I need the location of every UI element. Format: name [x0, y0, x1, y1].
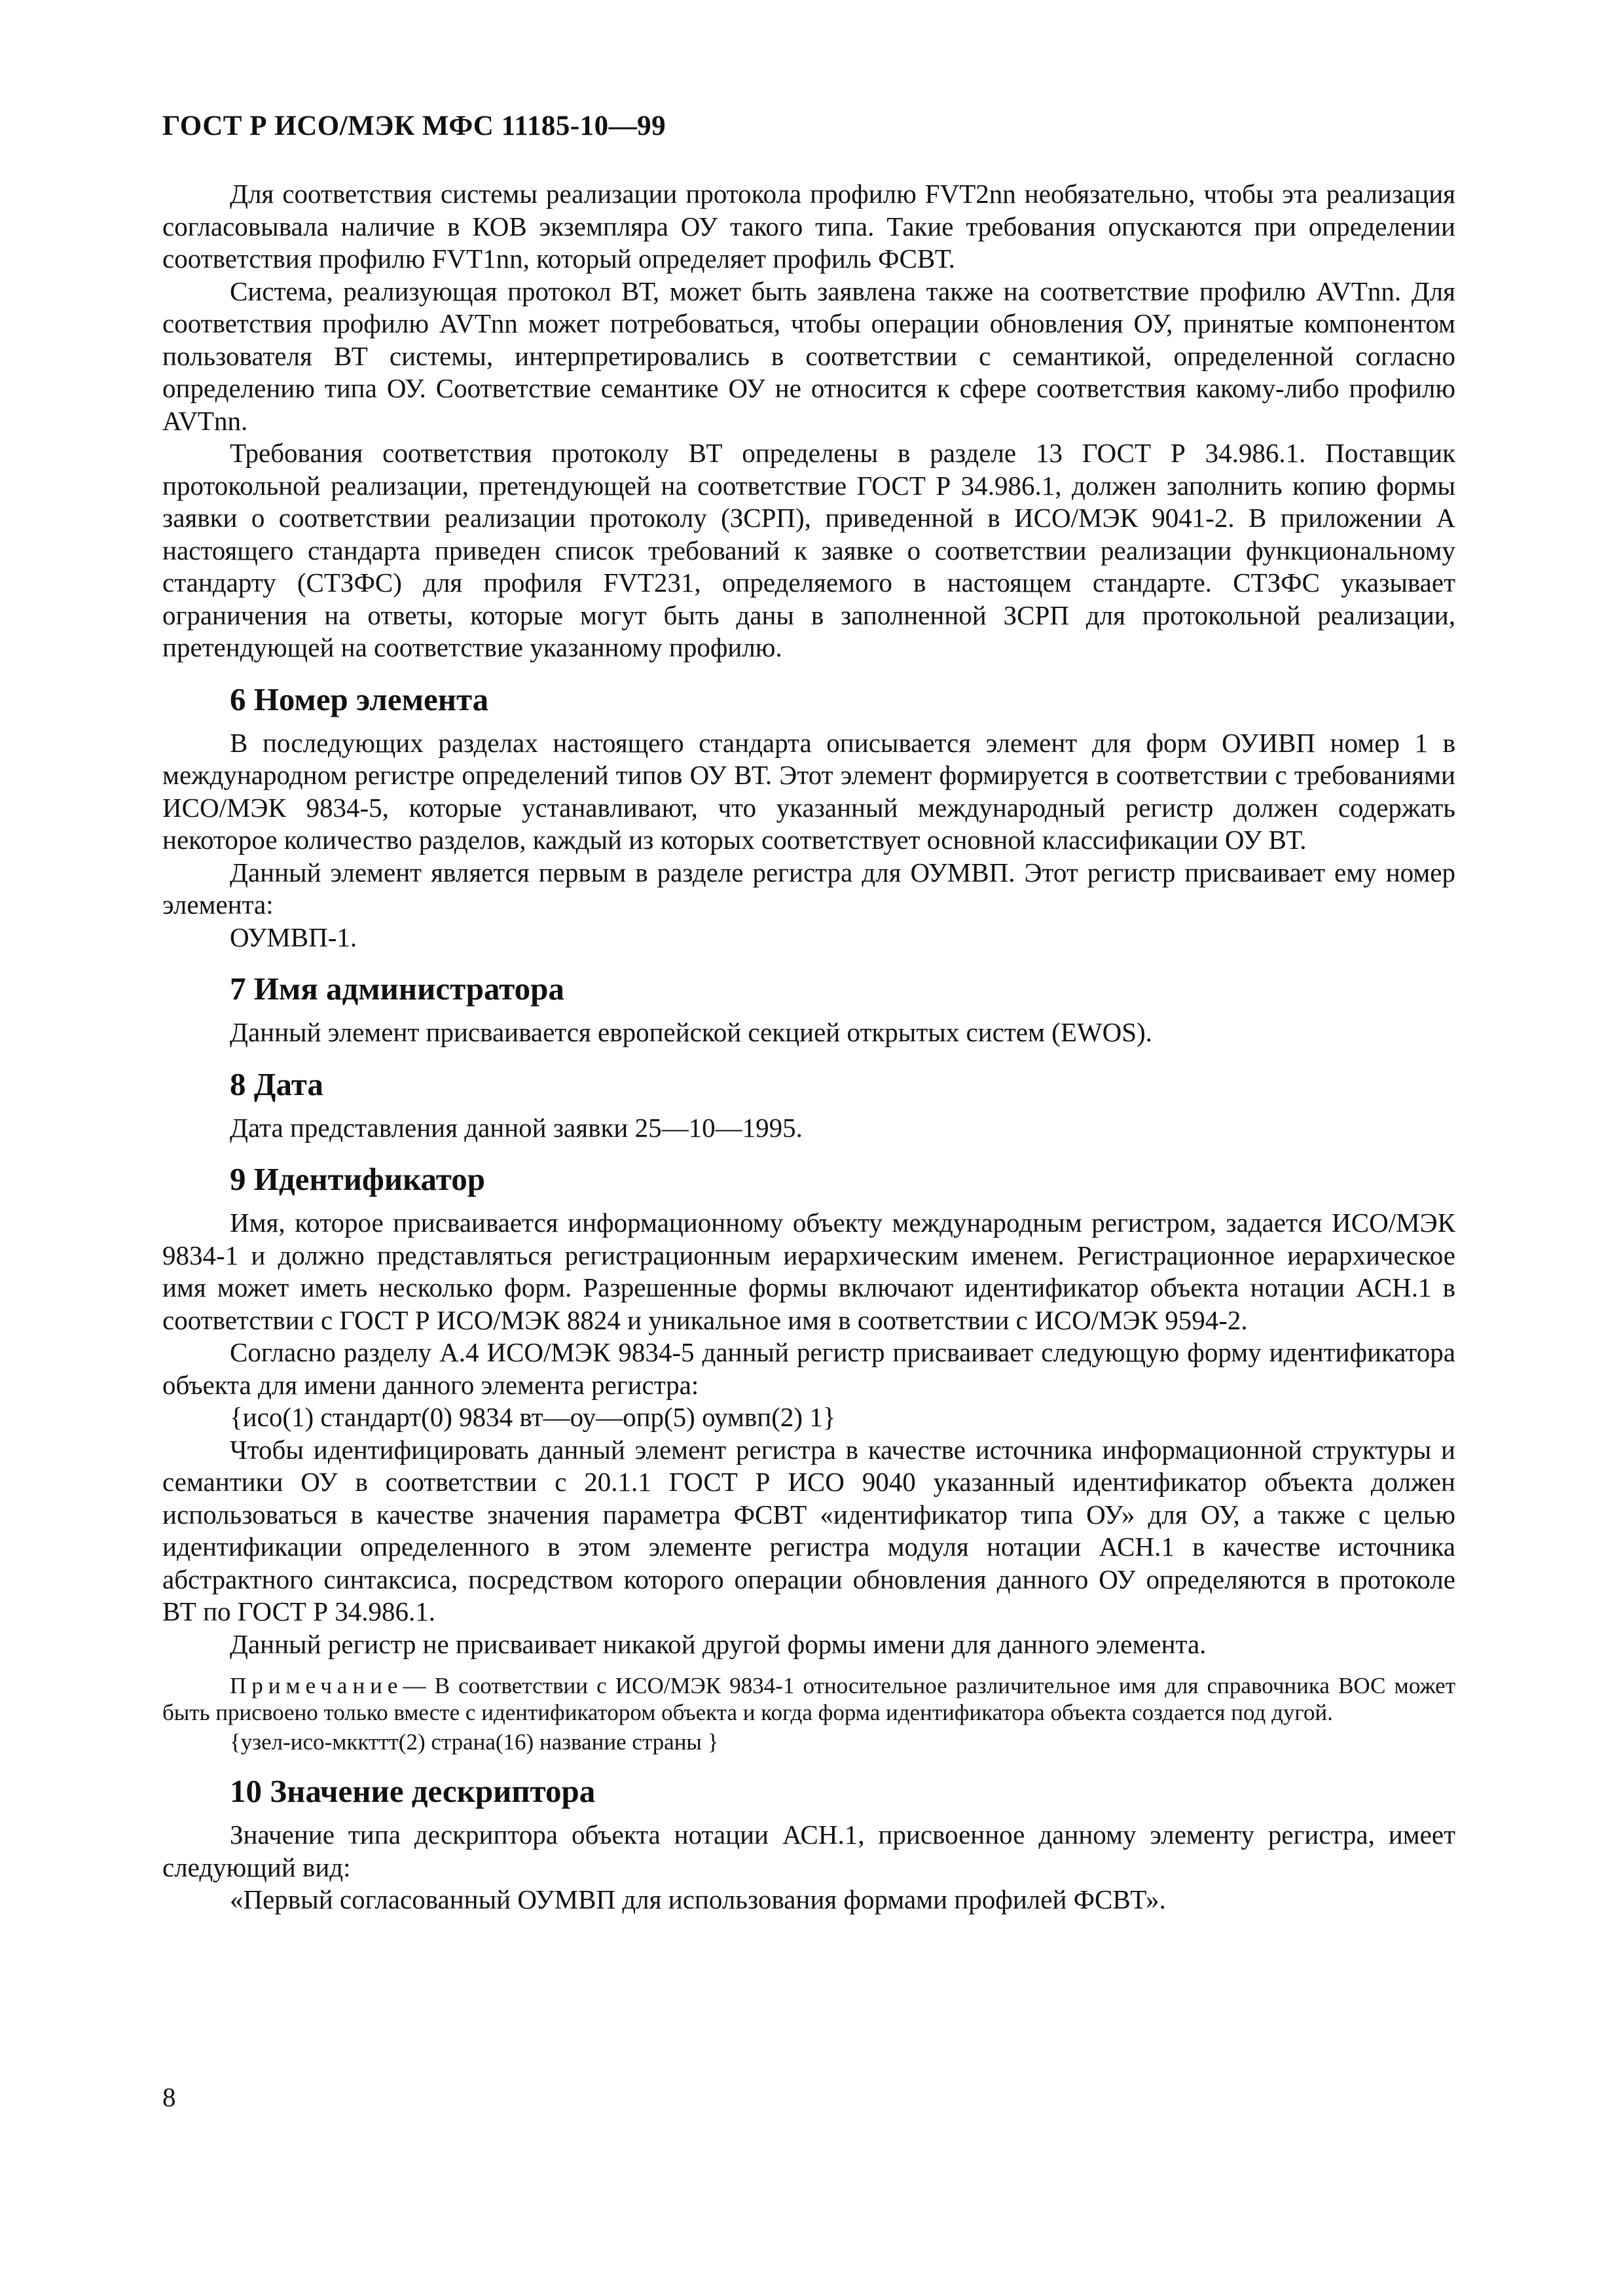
section-6-heading: 6 Номер элемента [230, 681, 489, 717]
section-9-paragraph-4: Данный регистр не присваивает никакой другой формы имени для данного элемента. [230, 1628, 1207, 1659]
section-10-heading: 10 Значение дескриптора [230, 1773, 596, 1809]
section-9-object-identifier: {исо(1) стандарт(0) 9834 вт—оу—опр(5) оумвп(2) 1} [230, 1402, 836, 1432]
intro-paragraph-2: Система, реализующая протокол ВТ, может быть заявлена также на соответствие профилю AVTnn. Для соответствия профилю AVTnn может потребоваться, чтобы операции обновления ОУ, принятые компонентом пользователя ВТ системы, интерпретировались в соответствии с семантикой, определенной согласно определению типа ОУ. Соответствие семантике ОУ не относится к сфере соответствия какому-либо профилю AVTnn. [162, 276, 1455, 436]
section-9-heading: 9 Идентификатор [230, 1161, 485, 1197]
section-7-heading: 7 Имя администратора [230, 971, 564, 1007]
page-number: 8 [162, 2082, 176, 2112]
section-9-note-formula: {узел-исо-мккттт(2) страна(16) название страны } [230, 1729, 719, 1755]
section-9-paragraph-2: Согласно разделу А.4 ИСО/МЭК 9834-5 данный регистр присваивает следующую форму идентификатора объекта для имени данного элемента регистра: [162, 1337, 1455, 1400]
section-8-paragraph-1: Дата представления данной заявки 25—10—1995. [230, 1112, 803, 1143]
note-text: — В соответствии с ИСО/МЭК 9834-1 относительное различительное имя для справочника ВОС может быть присвоено только вместе с идентификатором объекта и когда форма идентификатора объекта создается под дугой. [162, 1673, 1455, 1725]
section-6-paragraph-2: Данный элемент является первым в разделе регистра для ОУМВП. Этот регистр присваивает ему номер элемента: [162, 857, 1455, 920]
note-label: Примечание [230, 1673, 403, 1698]
document-header: ГОСТ Р ИСО/МЭК МФС 11185-10—99 [162, 111, 666, 141]
intro-paragraph-3: Требования соответствия протоколу ВТ определены в разделе 13 ГОСТ Р 34.986.1. Поставщик протокольной реализации, претендующей на соответствие ГОСТ Р 34.986.1, должен заполнить копию формы заявки о соответствии реализации протоколу (ЗСРП), приведенной в ИСО/МЭК 9041-2. В приложении А настоящего стандарта приведен список требований к заявке о соответствии реализации функциональному стандарту (СТЗФС) для профиля FVT231, определяемого в настоящем стандарте. СТЗФС указывает ограничения на ответы, которые могут быть даны в заполненной ЗСРП для протокольной реализации, претендующей на соответствие указанному профилю. [162, 438, 1455, 662]
document-body [162, 178, 1455, 1916]
section-7-paragraph-1: Данный элемент присваивается европейской секцией открытых систем (EWOS). [230, 1017, 1152, 1047]
section-8-heading: 8 Дата [230, 1066, 323, 1102]
section-9-paragraph-3: Чтобы идентифицировать данный элемент регистра в качестве источника информационной структуры и семантики ОУ в соответствии с 20.1.1 ГОСТ Р ИСО 9040 указанный идентификатор объекта должен использоваться в качестве значения параметра ФСВТ «идентификатор типа ОУ» для ОУ, а также с целью идентификации определенного в этом элементе регистра модуля нотации АСН.1 в качестве источника абстрактного синтаксиса, посредством которого операции обновления данного ОУ определяются в протоколе ВТ по ГОСТ Р 34.986.1. [162, 1434, 1455, 1626]
section-6-element-number: ОУМВП-1. [230, 922, 357, 952]
section-9-note [162, 1672, 1455, 1726]
section-6-paragraph-1: В последующих разделах настоящего стандарта описывается элемент для форм ОУИВП номер 1 в международном регистре определений типов ОУ ВТ. Этот элемент формируется в соответствии с требованиями ИСО/МЭК 9834-5, которые устанавливают, что указанный международный регистр должен содержать некоторое количество разделов, каждый из которых соответствует основной классификации ОУ ВТ. [162, 727, 1455, 855]
section-10-paragraph-1: Значение типа дескриптора объекта нотации АСН.1, присвоенное данному элементу регистра, имеет следующий вид: [162, 1820, 1455, 1882]
section-10-descriptor-value: «Первый согласованный ОУМВП для использования формами профилей ФСВТ». [230, 1884, 1166, 1914]
intro-paragraph-1: Для соответствия системы реализации протокола профилю FVT2nn необязательно, чтобы эта реализация согласовывала наличие в КОВ экземпляра ОУ такого типа. Такие требования опускаются при определении соответствия профилю FVT1nn, который определяет профиль ФСВТ. [162, 179, 1455, 274]
section-9-paragraph-1: Имя, которое присваивается информационному объекту международным регистром, задается ИСО/МЭК 9834-1 и должно представляться регистрационным иерархическим именем. Регистрационное иерархическое имя может иметь несколько форм. Разрешенные формы включают идентификатор объекта нотации АСН.1 в соответствии с ГОСТ Р ИСО/МЭК 8824 и уникальное имя в соответствии с ИСО/МЭК 9594-2. [162, 1208, 1455, 1335]
